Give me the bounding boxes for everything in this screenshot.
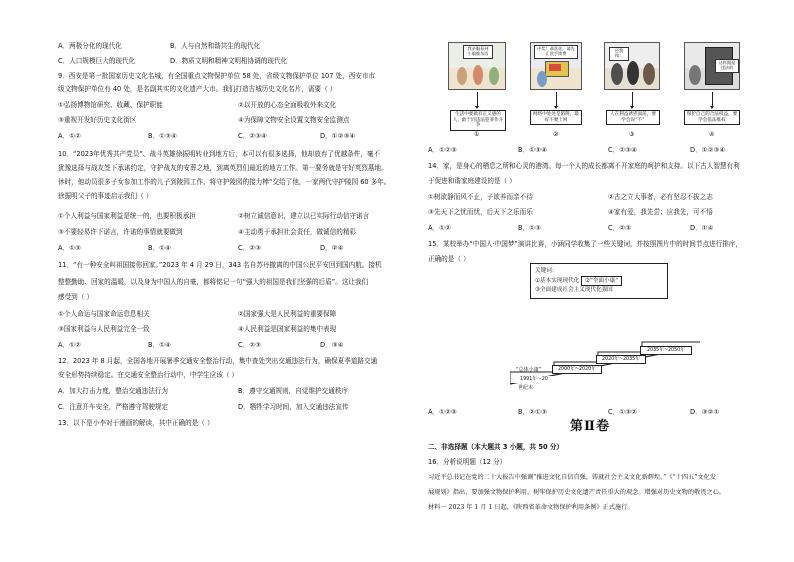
q9-option-b: B．①③④ xyxy=(148,132,177,140)
q15-option-d: D．③②① xyxy=(690,408,720,416)
q13-option-d: D．①②③④ xyxy=(690,146,726,154)
q14-option-b: B．①③ xyxy=(518,224,541,232)
q15-option-b: B．②①③ xyxy=(518,408,547,416)
q13-option-c: C．②③④ xyxy=(608,146,637,154)
q16-text-2: 展规划》指出，要加强文物保护利用，树牢保护历史文化遗产责任重大的观念。增强对历史文物的敬畏之心。 xyxy=(428,489,725,496)
comic-bubble-4: 这样做是违法的 xyxy=(715,59,739,73)
q16-text-3: 材料一 2023 年 1 月 1 日起，《陕西省革命文物保护利用条例》正式施行。 xyxy=(428,504,634,511)
comic-number-3: ③ xyxy=(629,131,635,138)
q12-option-c: C．注意开车安全，严格遵守驾驶规定 xyxy=(58,403,169,411)
q8-option-a: A．两极分化的现代化 xyxy=(58,42,122,50)
part-two-heading: 二、非选择题（本大题共 3 小题，共 50 分） xyxy=(428,443,564,451)
comic-panel-1 xyxy=(448,42,506,90)
q11-option-b: B．①④ xyxy=(148,341,171,349)
q14-statement-2: ②古之立大事者，必有坚忍不拔之志 xyxy=(608,193,713,201)
comic-panel-2 xyxy=(530,42,582,90)
q9-statement-3: ③重视开发好历史文化街区 xyxy=(58,116,137,124)
q13-option-b: B．①③④ xyxy=(518,146,547,154)
q14-stem-2: 于促进和谐家庭建设的是（ ） xyxy=(428,177,516,185)
q16-heading: 16．分析说明题（12 分） xyxy=(428,458,507,466)
keyword-2: ②“全面小康” xyxy=(581,276,622,287)
q11-stem-3: 感受到（ ） xyxy=(58,293,94,301)
comic-caption-4: 保护自己的合法权益，要学会依法维权 xyxy=(684,110,740,125)
comic-number-1: ① xyxy=(474,131,480,138)
section-title: 第Ⅱ卷 xyxy=(570,419,610,434)
comic-number-2: ② xyxy=(553,131,559,138)
q14-option-c: C．②③ xyxy=(608,224,632,232)
comic-number-4: ④ xyxy=(709,131,715,138)
q14-statement-4: ④家有爱，我先尝；应我先，可不悟 xyxy=(608,208,713,216)
q9-statement-1: ①弘扬博物馆研究、收藏、保护职能 xyxy=(58,101,163,109)
timeline-step-1: 2000年~2020年 xyxy=(552,365,602,374)
q11-statement-3: ③国家利益与人民利益完全一致 xyxy=(58,325,150,333)
q14-option-a: A．①② xyxy=(428,224,451,232)
q8-option-d: D．物质文明和精神文明相协调的现代化 xyxy=(170,57,288,65)
q14-statement-1: ①树欲静而风不止，子欲养而亲不待 xyxy=(428,193,533,201)
comic-panel-4 xyxy=(684,42,740,90)
comic-bubble-1: 我亲眼看到小偷偷东西 xyxy=(463,45,493,59)
q10-option-c: C．②③ xyxy=(238,244,262,252)
q14-option-d: D．①④ xyxy=(690,224,714,232)
q11-statement-2: ②国家强大是人民利益的重要保障 xyxy=(238,310,337,318)
q14-statement-3: ③先天下之忧而忧，后天下之乐而乐 xyxy=(428,208,533,216)
q10-option-a: A．①③ xyxy=(58,244,81,252)
q11-option-a: A．①② xyxy=(58,341,81,349)
timeline-step-0: 1991年～20 xyxy=(512,376,556,383)
q10-option-d: D．②④ xyxy=(320,244,344,252)
q11-statement-4: ④人民利益是国家利益的集中表现 xyxy=(238,325,337,333)
keyword-1: ①基本实现现代化 ②“全面小康” xyxy=(535,276,663,287)
timeline-step-0-sub: 世纪末 xyxy=(518,385,534,391)
q11-stem-1: 11．“有一种安全叫祖国接你回家。”2023 年 4 月 29 日，343 名自苏丹撤离的中国公民平安回到国内航。接机 xyxy=(58,261,382,269)
q10-statement-2: ②树立诚信意识，建立以已实际行动信守诺言 xyxy=(238,212,370,220)
q10-stem-4: 徐振明父子的事迹启示我们（ ） xyxy=(58,192,153,200)
q8-option-c: C．人口规模巨大的现代化 xyxy=(58,57,136,65)
q15-stem-1: 15．某校举办“中国人·中国梦”演讲比赛，小涵同学收集了一些关键词，并按照图片中的时间节点进行排序， xyxy=(428,240,743,248)
q9-statement-4: ④为保障文物安全设置文物安全监测点 xyxy=(238,116,350,124)
q10-stem-2: 犹豫选择与战友签下承诺约定，守护战友的安葬之地，到离英烈们最近的地方工作。第一要务就是守好英烈墓地。 xyxy=(58,164,388,172)
q16-text-1: 习近平总书记在党的二十大报告中强调“推进文化自信自强，铸就社会主义文化新辉煌。”《“十四五”文化发 xyxy=(428,474,716,481)
q15-option-a: A．①②③ xyxy=(428,408,457,416)
q14-stem-1: 14．家，是身心的栖息之所和心灵的港湾。每一个人的成长都离不开家庭的呵护和支持。以下古人智慧有利 xyxy=(428,162,740,170)
q9-option-d: D．①②③④ xyxy=(320,132,356,140)
q10-stem-1: 10．“2023年优秀共产党员”、战斗英雄徐振明转业到地方后，本可以有很多选择，他却放弃了优越条件，毫不 xyxy=(58,150,381,158)
q13-stem: 13．以下是小李对于漫画的解读，其中正确的是（ ） xyxy=(58,419,214,427)
comic-caption-1: 生活中要做有正义感的人，敢于同违法犯罪作斗争 xyxy=(450,110,506,131)
q15-option-c: C．①③② xyxy=(608,408,637,416)
comic-caption-3: 人在利益诱惑面前，要学会说“不” xyxy=(606,110,660,125)
q10-stem-3: 休时，他动员很多子女参加工作的儿子到陵园工作，将守护陵园的接力棒“交给了他，一家两代守护陵园 60 多年。 xyxy=(58,178,391,186)
q12-option-d: D．牺牲学习时间，加入交通违法宣传 xyxy=(238,403,349,411)
timeline-step-3: 2035年~2050年 xyxy=(640,346,692,355)
q10-statement-4: ④主动勇于承担社会责任，做诚信的精彩 xyxy=(238,228,357,236)
comic-caption-2: 网络中处处是陷阱，最好不要上网 xyxy=(530,110,582,125)
comic-bubble-2: 中奖！恭喜你，请先汇款手续费 xyxy=(534,45,578,59)
q10-statement-1: ①个人利益与国家利益是统一的，也要积极承担 xyxy=(58,212,196,220)
q10-statement-3: ③不要轻易许下诺言，许诺的事情就要做到 xyxy=(58,228,183,236)
q12-stem-2: 安全形势持续稳定。在交通安全整治行动中，中学生应该（ ） xyxy=(58,371,239,379)
q9-option-c: C．②③④ xyxy=(238,132,267,140)
q12-option-a: A．加大打击力度，整治交通违法行为 xyxy=(58,387,169,395)
timeline-label-overall-xiaokang: “总体小康” xyxy=(516,367,542,373)
q11-statement-1: ①个人命运与国家命运息息相关 xyxy=(58,310,150,318)
q12-option-b: B．遵守交通规则，自觉维护交通秩序 xyxy=(238,387,349,395)
keyword-box xyxy=(530,263,668,299)
q10-option-b: B．①④ xyxy=(148,244,171,252)
comic-bubble-3: 还我钱！ xyxy=(609,47,629,61)
q11-stem-2: 整整勤助、回家的温暖，以及身为中国人的自豪，都将铭记一句“强大的祖国是我们坚强的后盾”。这让我们 xyxy=(58,278,369,286)
q13-option-a: A．①②③ xyxy=(428,146,457,154)
keyword-title: 关键词： xyxy=(535,268,558,274)
q9-option-a: A．①② xyxy=(58,132,81,140)
comic-panel-3 xyxy=(604,42,660,90)
q8-option-b: B．人与自然和谐共生的现代化 xyxy=(170,42,261,50)
timeline-step-2: 2020年~2035年 xyxy=(596,355,646,364)
q15-stem-2: 正确的是（ ） xyxy=(428,255,470,263)
keyword-3: ③全面建成社会主义现代化强国 xyxy=(535,287,613,294)
q9-statement-2: ②以开放的心态全面吸收外来文化 xyxy=(238,101,337,109)
q11-option-d: D．③④ xyxy=(320,341,344,349)
q12-stem-1: 12．2023 年 8 月起，全国各地开展暑季交通安全整治行动，集中查处突出交通违法行为，确保夏季道路交通 xyxy=(58,357,378,365)
q11-option-c: C．②③ xyxy=(238,341,262,349)
q9-stem-2: 级文物保护单位有 40 处，是名副其实的文化遗产大市。我们打造古城历史文化名片，需要（ ） xyxy=(58,85,337,93)
q9-stem-1: 9．西安是第一批国家历史文化名城，有全国重点文物保护单位 58 处，省级文物保护单位 107 处，西安市市 xyxy=(58,72,376,80)
